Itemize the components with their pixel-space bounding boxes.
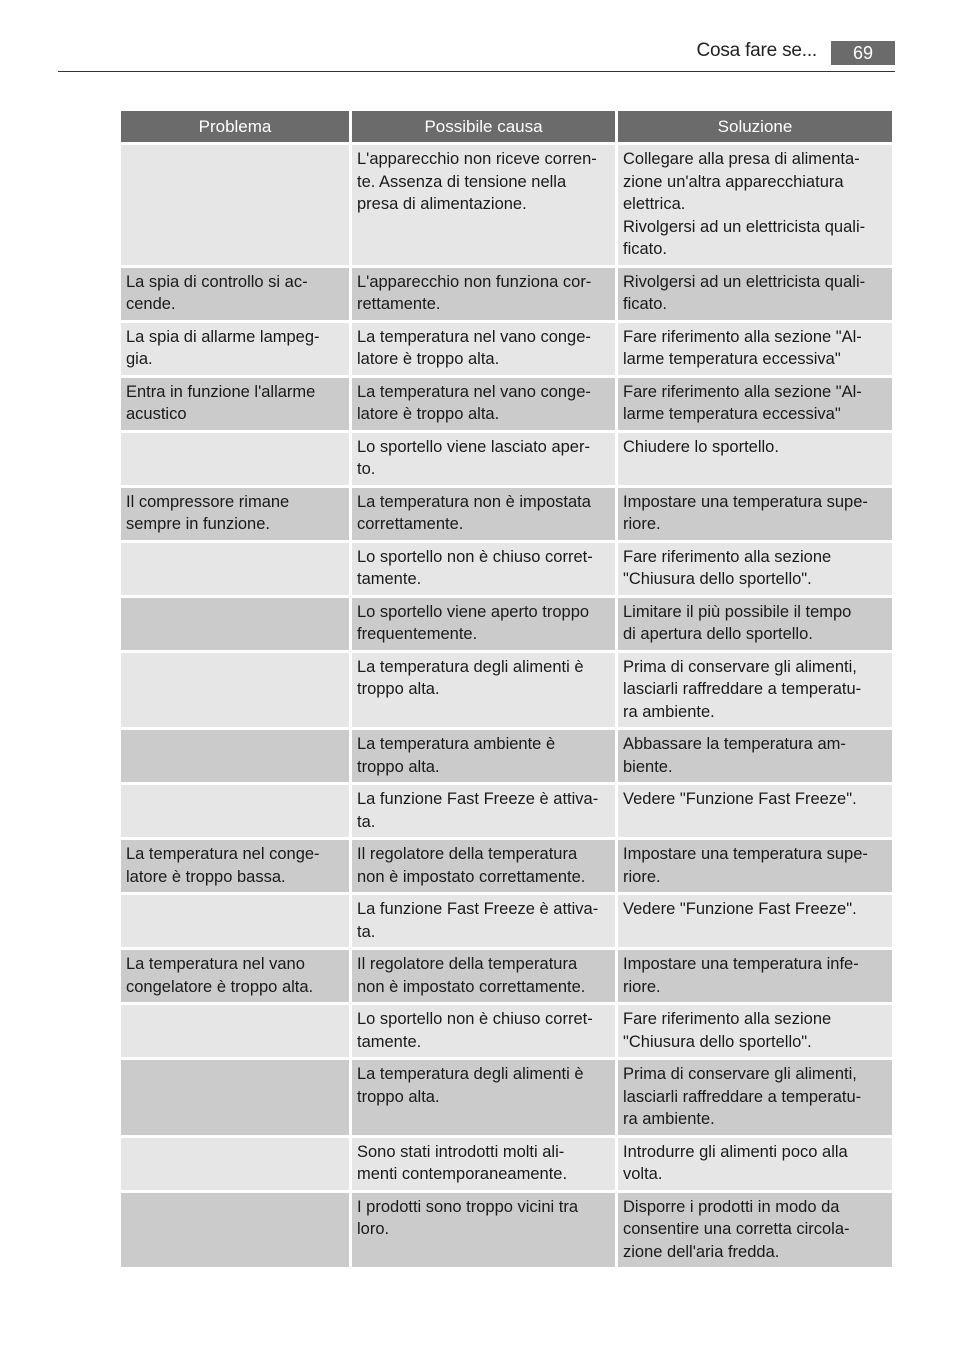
table-row — [121, 730, 892, 782]
cell-solution: Impostare una temperatura infe- riore. — [618, 950, 892, 1002]
table-row — [121, 598, 892, 650]
cell-cause: I prodotti sono troppo vicini tra loro. — [352, 1193, 615, 1268]
cell-solution: Disporre i prodotti in modo da consentire una corretta circola- zione dell'aria fredda. — [618, 1193, 892, 1268]
cell-problem — [121, 1138, 349, 1190]
cell-problem: La temperatura nel conge- latore è troppo bassa. — [121, 840, 349, 892]
cell-solution: Fare riferimento alla sezione "Chiusura dello sportello". — [618, 1005, 892, 1057]
cell-cause: Il regolatore della temperatura non è impostato correttamente. — [352, 840, 615, 892]
cell-cause: L'apparecchio non riceve corren- te. Assenza di tensione nella presa di alimentazione. — [352, 145, 615, 265]
table-row — [121, 653, 892, 728]
cell-problem — [121, 785, 349, 837]
table-row — [121, 895, 892, 947]
table-row — [121, 1138, 892, 1190]
table-row — [121, 543, 892, 595]
table-body — [121, 145, 892, 1267]
cell-cause: La temperatura nel vano conge- latore è troppo alta. — [352, 323, 615, 375]
cell-problem — [121, 895, 349, 947]
column-header-cause: Possibile causa — [352, 111, 615, 142]
table-row — [121, 433, 892, 485]
cell-cause: La temperatura nel vano conge- latore è troppo alta. — [352, 378, 615, 430]
cell-problem — [121, 730, 349, 782]
cell-solution: Fare riferimento alla sezione "Al- larme temperatura eccessiva" — [618, 378, 892, 430]
cell-cause: Lo sportello viene lasciato aper- to. — [352, 433, 615, 485]
cell-cause: La temperatura ambiente è troppo alta. — [352, 730, 615, 782]
cell-cause: La funzione Fast Freeze è attiva- ta. — [352, 895, 615, 947]
table-row — [121, 378, 892, 430]
cell-solution: Impostare una temperatura supe- riore. — [618, 488, 892, 540]
cell-problem: La temperatura nel vano congelatore è troppo alta. — [121, 950, 349, 1002]
cell-cause: Lo sportello non è chiuso corret- tamente. — [352, 543, 615, 595]
cell-solution: Chiudere lo sportello. — [618, 433, 892, 485]
cell-problem — [121, 653, 349, 728]
table-row — [121, 1193, 892, 1268]
cell-cause: L'apparecchio non funziona cor- rettamente. — [352, 268, 615, 320]
table-row — [121, 1005, 892, 1057]
table-row — [121, 1060, 892, 1135]
cell-solution: Prima di conservare gli alimenti, lasciarli raffreddare a temperatu- ra ambiente. — [618, 653, 892, 728]
section-title: Cosa fare se... — [696, 40, 817, 61]
cell-problem — [121, 433, 349, 485]
column-header-problem: Problema — [121, 111, 349, 142]
table-header-row — [121, 111, 892, 142]
cell-cause: Lo sportello non è chiuso corret- tamente. — [352, 1005, 615, 1057]
column-header-solution: Soluzione — [618, 111, 892, 142]
cell-solution: Limitare il più possibile il tempo di apertura dello sportello. — [618, 598, 892, 650]
cell-solution: Prima di conservare gli alimenti, lasciarli raffreddare a temperatu- ra ambiente. — [618, 1060, 892, 1135]
cell-problem — [121, 1060, 349, 1135]
cell-problem — [121, 598, 349, 650]
cell-cause: Sono stati introdotti molti ali- menti contemporaneamente. — [352, 1138, 615, 1190]
table-row — [121, 488, 892, 540]
table-row — [121, 950, 892, 1002]
cell-solution: Fare riferimento alla sezione "Chiusura dello sportello". — [618, 543, 892, 595]
cell-solution: Vedere "Funzione Fast Freeze". — [618, 895, 892, 947]
cell-cause: La funzione Fast Freeze è attiva- ta. — [352, 785, 615, 837]
cell-problem: Il compressore rimane sempre in funzione. — [121, 488, 349, 540]
table-row — [121, 840, 892, 892]
table-row — [121, 268, 892, 320]
cell-problem — [121, 145, 349, 265]
cell-solution: Vedere "Funzione Fast Freeze". — [618, 785, 892, 837]
cell-problem — [121, 1193, 349, 1268]
table-row — [121, 785, 892, 837]
cell-cause: La temperatura degli alimenti è troppo alta. — [352, 1060, 615, 1135]
cell-solution: Impostare una temperatura supe- riore. — [618, 840, 892, 892]
page-number: 69 — [831, 41, 895, 65]
cell-problem: La spia di controllo si ac- cende. — [121, 268, 349, 320]
cell-solution: Fare riferimento alla sezione "Al- larme temperatura eccessiva" — [618, 323, 892, 375]
table-row — [121, 145, 892, 265]
cell-problem: La spia di allarme lampeg- gia. — [121, 323, 349, 375]
page-header — [58, 38, 895, 72]
cell-solution: Introdurre gli alimenti poco alla volta. — [618, 1138, 892, 1190]
troubleshooting-table — [118, 108, 895, 1270]
table-row — [121, 323, 892, 375]
cell-solution: Collegare alla presa di alimenta- zione un'altra apparecchiatura elettrica. Rivolgersi ad un elettricista quali- ficato. — [618, 145, 892, 265]
cell-cause: Il regolatore della temperatura non è impostato correttamente. — [352, 950, 615, 1002]
cell-solution: Rivolgersi ad un elettricista quali- ficato. — [618, 268, 892, 320]
cell-cause: La temperatura non è impostata correttamente. — [352, 488, 615, 540]
cell-problem — [121, 543, 349, 595]
cell-cause: La temperatura degli alimenti è troppo alta. — [352, 653, 615, 728]
cell-cause: Lo sportello viene aperto troppo frequentemente. — [352, 598, 615, 650]
cell-problem — [121, 1005, 349, 1057]
cell-solution: Abbassare la temperatura am- biente. — [618, 730, 892, 782]
cell-problem: Entra in funzione l'allarme acustico — [121, 378, 349, 430]
